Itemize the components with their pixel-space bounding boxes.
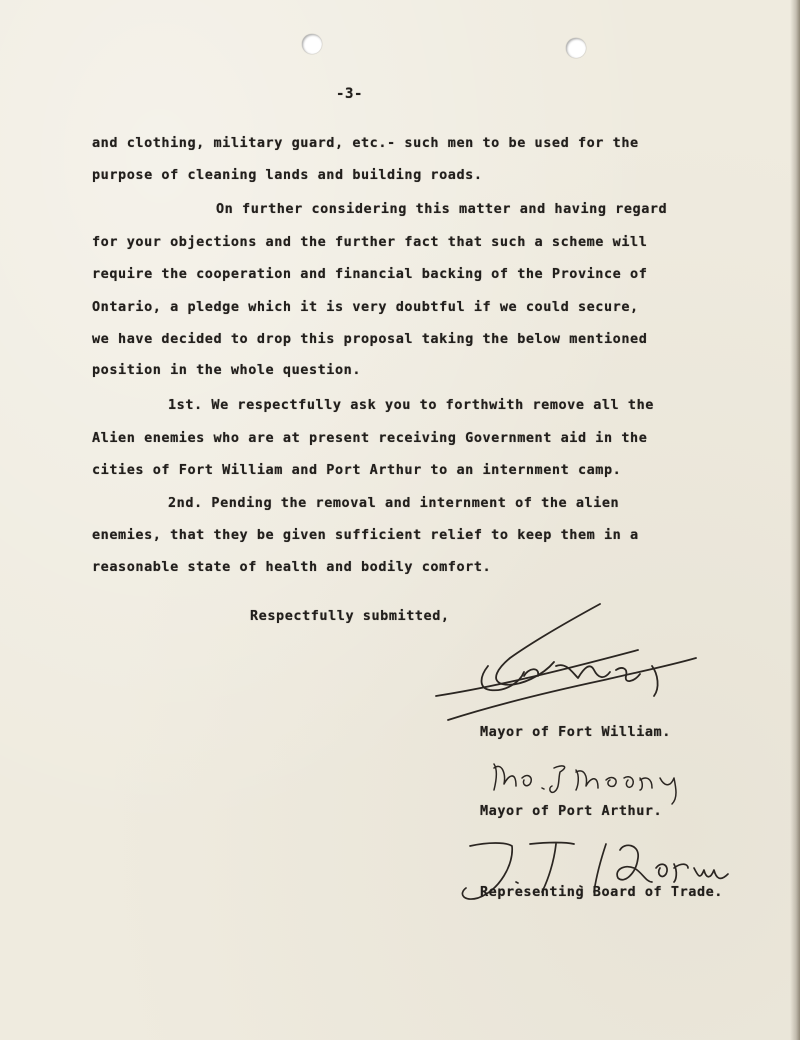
body-line-14: reasonable state of health and bodily comfort. bbox=[92, 559, 492, 575]
body-line-12: 2nd. Pending the removal and internment of the alien bbox=[168, 495, 620, 511]
title-mayor-port-arthur: Mayor of Port Arthur. bbox=[480, 803, 663, 819]
closing-text: Respectfully submitted, bbox=[250, 608, 450, 624]
signature-mayor-port-arthur bbox=[488, 754, 698, 806]
body-line-1: and clothing, military guard, etc.- such men to be used for the bbox=[92, 135, 639, 151]
paper-edge-shadow bbox=[790, 0, 800, 1040]
punch-hole-left bbox=[302, 34, 322, 54]
body-line-8: position in the whole question. bbox=[92, 362, 362, 378]
signature-mayor-fort-william bbox=[428, 596, 718, 726]
body-line-11: cities of Fort William and Port Arthur to an internment camp. bbox=[92, 462, 622, 478]
body-line-9: 1st. We respectfully ask you to forthwith remove all the bbox=[168, 397, 654, 413]
title-mayor-fort-william: Mayor of Fort William. bbox=[480, 724, 671, 740]
body-line-5: require the cooperation and financial backing of the Province of bbox=[92, 266, 648, 282]
body-line-4: for your objections and the further fact that such a scheme will bbox=[92, 234, 648, 250]
body-line-3: On further considering this matter and having regard bbox=[216, 201, 668, 217]
body-line-10: Alien enemies who are at present receiving Government aid in the bbox=[92, 430, 648, 446]
body-line-13: enemies, that they be given sufficient relief to keep them in a bbox=[92, 527, 639, 543]
punch-hole-right bbox=[566, 38, 586, 58]
page-number: -3- bbox=[336, 86, 363, 102]
body-line-6: Ontario, a pledge which it is very doubtful if we could secure, bbox=[92, 299, 639, 315]
title-board-of-trade: Representing Board of Trade. bbox=[480, 884, 723, 900]
body-line-2: purpose of cleaning lands and building roads. bbox=[92, 167, 483, 183]
body-line-7: we have decided to drop this proposal taking the below mentioned bbox=[92, 331, 648, 347]
